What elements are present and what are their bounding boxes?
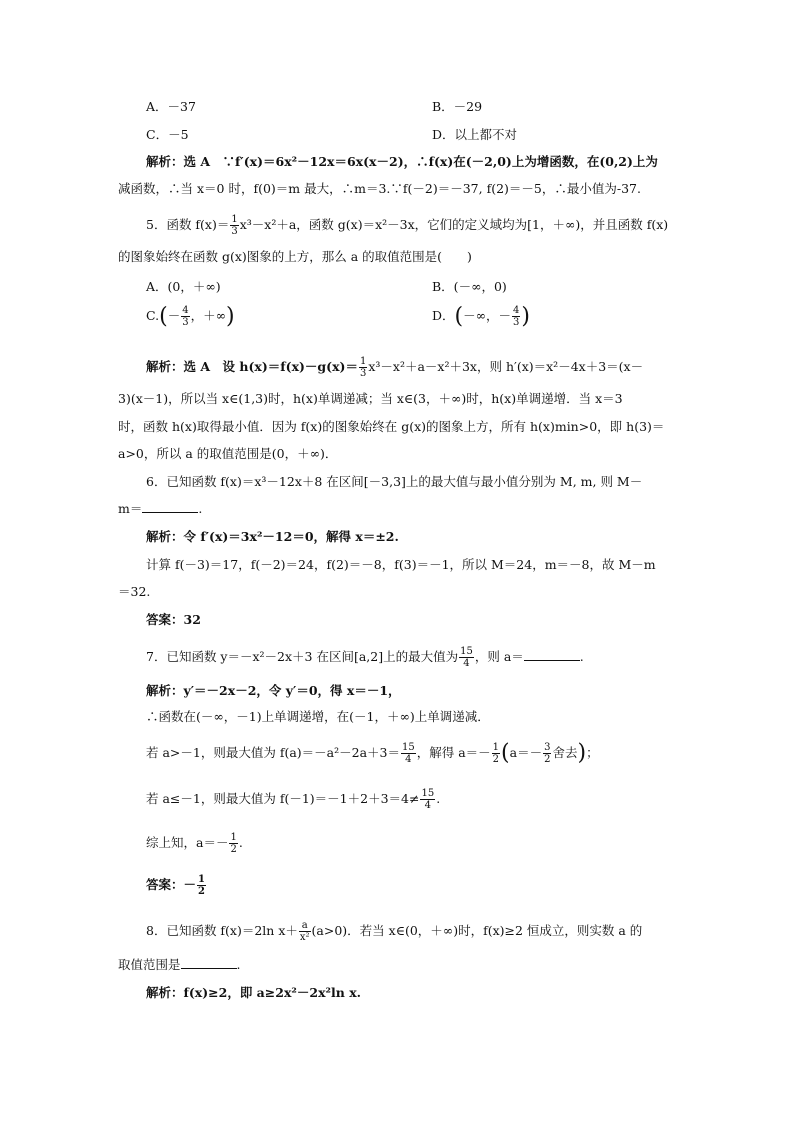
fraction: $\frac{4}{3}$ <box>513 305 520 328</box>
fraction: $\frac{4}{3}$ <box>182 305 189 328</box>
q4-option-c: C．－5 <box>146 127 189 142</box>
fraction: $\frac{3}{2}$ <box>544 742 551 765</box>
q5-solution-line2: 3)(x－1)，所以当 x∈(1,3)时，h(x)单调递减；当 x∈(3，＋∞)时，h(x)单调递增．当 x＝3 <box>118 391 623 406</box>
q5-option-b: B．(－∞，0) <box>432 279 507 294</box>
q5-solution-line1: 解析：选 A 设 h(x)＝f(x)－g(x)＝ $\frac{1}{3}$ x³－x²＋a－x²＋3x，则 h′(x)＝x²－4x＋3＝(x－ <box>146 356 644 379</box>
q4-option-d: D．以上都不对 <box>432 127 518 142</box>
q5-stem-line2: 的图象始终在函数 g(x)图象的上方，那么 a 的取值范围是( ) <box>118 249 472 264</box>
q8-solution-line1: 解析：f(x)≥2，即 a≥2x²－2x²ln x. <box>146 985 361 1000</box>
q4-solution-line1: 解析：选 A ∵f′(x)＝6x²－12x＝6x(x－2)，∴f(x)在(－2,0)上为增函数，在(0,2)上为 <box>146 154 658 169</box>
q6-solution-line1: 解析：令 f′(x)＝3x²－12＝0，解得 x＝±2. <box>146 529 399 544</box>
q6-stem-line2: m＝ . <box>118 501 203 516</box>
fraction: $\frac{1}{2}$ <box>230 832 237 855</box>
q7-solution-line1: 解析：y′＝－2x－2，令 y′＝0，得 x＝－1， <box>146 683 401 698</box>
q7-solution-line3: 若 a>－1，则最大值为 f(a)＝－a²－2a＋3＝ $\frac{15}{4}$ ，解得 a＝－ $\frac{1}{2}$ (a＝－ $\frac{3}{2}$ 舍去)； <box>146 740 599 766</box>
fraction: $\frac{1}{3}$ <box>359 356 367 379</box>
q6-solution-line3: ＝32. <box>118 584 151 599</box>
q7-solution-line5: 综上知，a＝－ $\frac{1}{2}$ . <box>146 832 243 855</box>
answer-blank <box>181 956 237 969</box>
answer-blank <box>524 648 580 661</box>
q6-solution-line2: 计算 f(－3)＝17，f(－2)＝24，f(2)＝－8，f(3)＝－1，所以 M＝24，m＝－8，故 M－m <box>146 557 656 572</box>
q7-solution-line2: ∴函数在(－∞，－1)上单调递增，在(－1，＋∞)上单调递减． <box>146 709 490 724</box>
fraction: $\frac{15}{4}$ <box>460 646 473 669</box>
q4-solution-line2: 减函数，∴当 x＝0 时，f(0)＝m 最大，∴m＝3.∵f(－2)＝－37, f(2)＝－5，∴最小值为-37. <box>118 181 641 196</box>
q6-answer: 答案：32 <box>146 612 201 627</box>
fraction: $\frac{1}{3}$ <box>231 214 238 237</box>
q8-stem-line2: 取值范围是 . <box>118 957 241 972</box>
q5-stem-line1: 5．函数 f(x)＝ $\frac{1}{3}$ x³－x²＋a，函数 g(x)＝x²－3x，它们的定义域均为[1，＋∞)，并且函数 f(x) <box>146 214 669 237</box>
q7-answer: 答案：－ $\frac{1}{2}$ <box>146 874 205 897</box>
q5-solution-line3: 时，函数 h(x)取得最小值．因为 f(x)的图象始终在 g(x)的图象上方，所有 h(x)min>0，即 h(3)＝ <box>118 419 665 434</box>
q4-option-b: B．－29 <box>432 99 483 114</box>
q8-stem-line1: 8．已知函数 f(x)＝2ln x＋ $\frac{a}{\text{x²}}$ (a>0)．若当 x∈(0，＋∞)时，f(x)≥2 恒成立，则实数 a 的 <box>146 920 643 943</box>
fraction: $\frac{15}{4}$ <box>401 742 415 765</box>
answer-blank <box>142 500 198 513</box>
q7-solution-line4: 若 a≤－1，则最大值为 f(－1)＝－1＋2＋3＝4≠ $\frac{15}{4}$ . <box>146 788 441 811</box>
q4-option-a: A．－37 <box>146 99 196 114</box>
fraction: $\frac{1}{2}$ <box>492 742 500 765</box>
q5-option-c: C.(－ $\frac{4}{3}$ ，＋∞) <box>146 304 235 329</box>
q5-option-a: A．(0，＋∞) <box>146 279 221 294</box>
q6-stem-line1: 6．已知函数 f(x)＝x³－12x＋8 在区间[－3,3]上的最大值与最小值分别为 M, m, 则 M－ <box>146 474 643 489</box>
q7-stem: 7．已知函数 y＝－x²－2x＋3 在区间[a,2]上的最大值为 $\frac{15}{4}$ ，则 a＝ . <box>146 646 584 669</box>
fraction: $\frac{1}{2}$ <box>198 874 205 897</box>
fraction: $\frac{15}{4}$ <box>421 788 435 811</box>
q5-option-d: D．(－∞，－ $\frac{4}{3}$ ) <box>432 304 531 329</box>
q5-solution-line4: a>0，所以 a 的取值范围是(0，＋∞)． <box>118 446 338 461</box>
fraction: $\frac{a}{\text{x²}}$ <box>299 920 310 943</box>
